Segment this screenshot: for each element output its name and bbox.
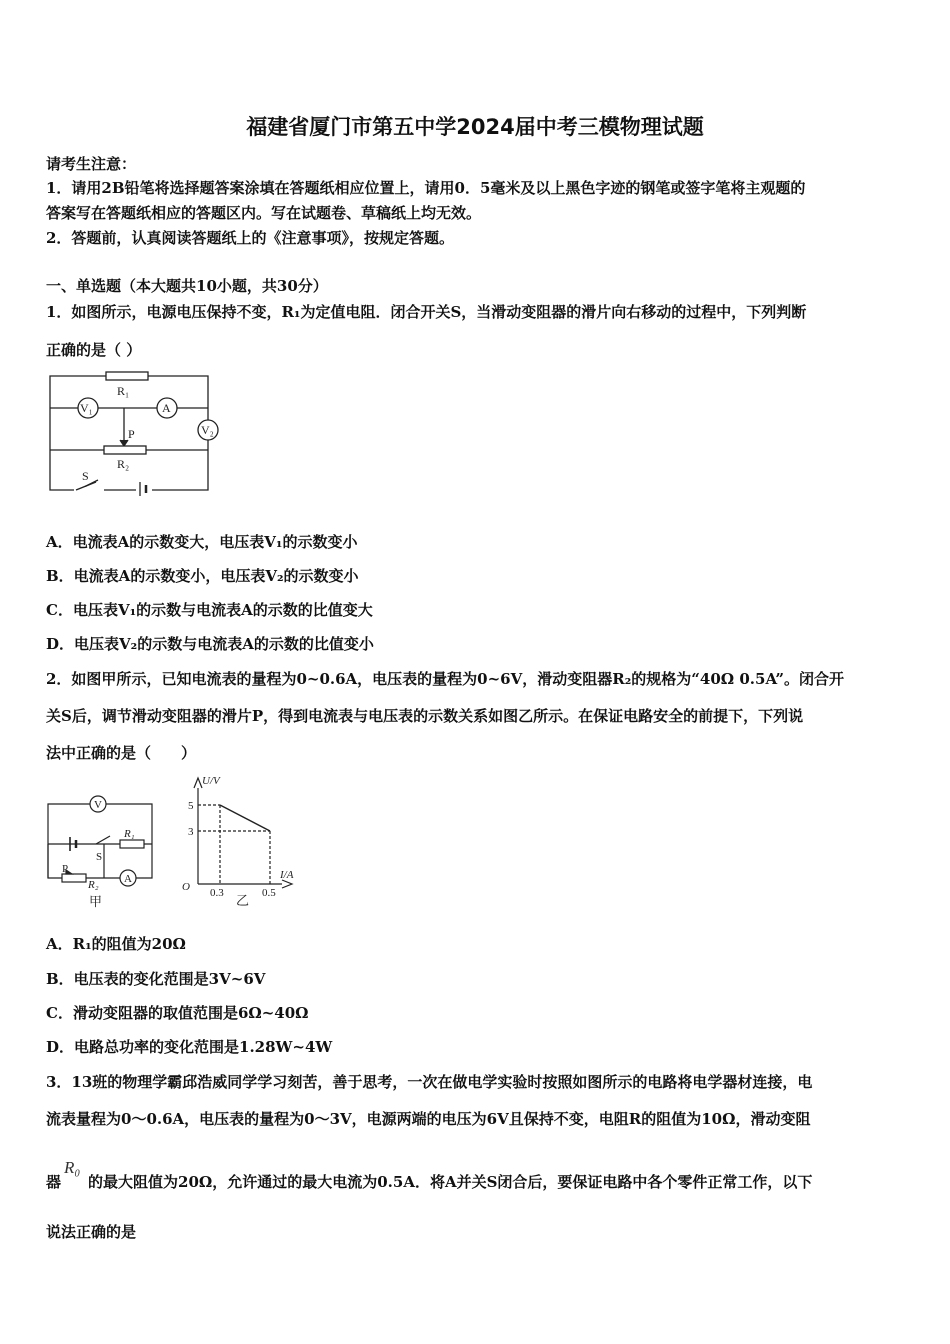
q1-stem-line-2: 正确的是（ ） xyxy=(46,341,142,359)
q2-caption-yi: 乙 xyxy=(236,893,250,908)
q1-circuit-diagram xyxy=(44,368,224,496)
svg-text:R₂: R₂ xyxy=(88,879,99,891)
q3-stem-line-1: 3．13班的物理学霸邱浩威同学学习刻苦，善于思考，一次在做电学实验时按照如图所示的电路将电学器材连接，电 xyxy=(46,1073,813,1091)
q3-stem-line-3-pre: 器 xyxy=(46,1173,62,1191)
q1-option-d: D．电压表V₂的示数与电流表A的示数的比值变小 xyxy=(46,635,374,653)
notice-line-1b: 答案写在答题纸相应的答题区内。写在试题卷、草稿纸上均无效。 xyxy=(46,204,482,222)
q2-caption-jia: 甲 xyxy=(89,894,103,909)
q3-stem-line-2: 流表量程为0～0.6A，电压表的量程为0～3V，电源两端的电压为6V且保持不变，电阻R的阻值为10Ω，滑动变阻 xyxy=(46,1110,811,1128)
q1-label-r1: R₁ xyxy=(117,384,130,398)
svg-text:P: P xyxy=(62,863,69,875)
notice-line-1a: 1．请用2B铅笔将选择题答案涂填在答题纸相应位置上，请用0．5毫米及以上黑色字迹的钢笔或签字笔将主观题的 xyxy=(46,179,806,197)
q1-label-a: A xyxy=(162,401,171,415)
q1-label-v1: V₁ xyxy=(80,401,93,415)
q3-stem-line-4: 说法正确的是 xyxy=(46,1223,137,1241)
svg-text:V: V xyxy=(94,799,102,811)
q1-label-s: S xyxy=(82,469,89,483)
q3-stem-line-3-post: 的最大阻值为20Ω，允许通过的最大电流为0.5A．将A并关S闭合后，要保证电路中各个零件正常工作，以下 xyxy=(88,1173,813,1191)
q1-option-b: B．电流表A的示数变小，电压表V₂的示数变小 xyxy=(46,567,359,585)
q2-xlabel: I/A xyxy=(280,869,294,881)
q1-label-r2: R₂ xyxy=(117,457,130,471)
q2-stem-line-2: 关S后，调节滑动变阻器的滑片P，得到电流表与电压表的示数关系如图乙所示。在保证电路安全的前提下，下列说 xyxy=(46,707,804,725)
q2-circuit-diagram-jia xyxy=(44,792,164,912)
q2-tick-y5: 5 xyxy=(188,800,194,812)
notice-line-2: 2．答题前，认真阅读答题纸上的《注意事项》，按规定答题。 xyxy=(46,229,454,247)
q2-tick-y3: 3 xyxy=(188,826,194,838)
q2-stem-line-3: 法中正确的是（ ） xyxy=(46,744,197,762)
q2-origin: O xyxy=(182,881,190,893)
q2-ylabel: U/V xyxy=(202,775,220,787)
svg-text:S: S xyxy=(96,851,103,863)
q2-option-b: B．电压表的变化范围是3V~6V xyxy=(46,970,266,988)
q2-tick-x03: 0.3 xyxy=(210,887,224,899)
q2-option-a: A．R₁的阻值为20Ω xyxy=(46,935,186,953)
q1-label-p: P xyxy=(128,427,135,441)
q1-option-a: A．电流表A的示数变大，电压表V₁的示数变小 xyxy=(46,533,358,551)
notice-heading: 请考生注意： xyxy=(46,155,137,173)
q2-option-c: C．滑动变阻器的取值范围是6Ω~40Ω xyxy=(46,1004,309,1022)
q1-label-v2: V₂ xyxy=(201,423,214,437)
q1-option-c: C．电压表V₁的示数与电流表A的示数的比值变大 xyxy=(46,601,373,619)
q2-option-d: D．电路总功率的变化范围是1.28W~4W xyxy=(46,1038,333,1056)
q2-stem-line-1: 2．如图甲所示，已知电流表的量程为0~0.6A，电压表的量程为0~6V，滑动变阻器R₂的规格为“40Ω 0.5A”。闭合开 xyxy=(46,670,844,688)
svg-text:R₁: R₁ xyxy=(124,828,135,840)
page-title: 福建省厦门市第五中学2024届中考三模物理试题 xyxy=(246,115,704,139)
q1-stem-line-1: 1．如图所示，电源电压保持不变，R₁为定值电阻．闭合开关S，当滑动变阻器的滑片向右移动的过程中，下列判断 xyxy=(46,303,807,321)
svg-text:A: A xyxy=(124,873,132,885)
section-heading: 一、单选题（本大题共10小题，共30分） xyxy=(46,277,328,295)
q2-graph-yi xyxy=(178,770,308,910)
q2-tick-x05: 0.5 xyxy=(262,887,276,899)
q3-r0-symbol: R₀ xyxy=(64,1158,81,1177)
